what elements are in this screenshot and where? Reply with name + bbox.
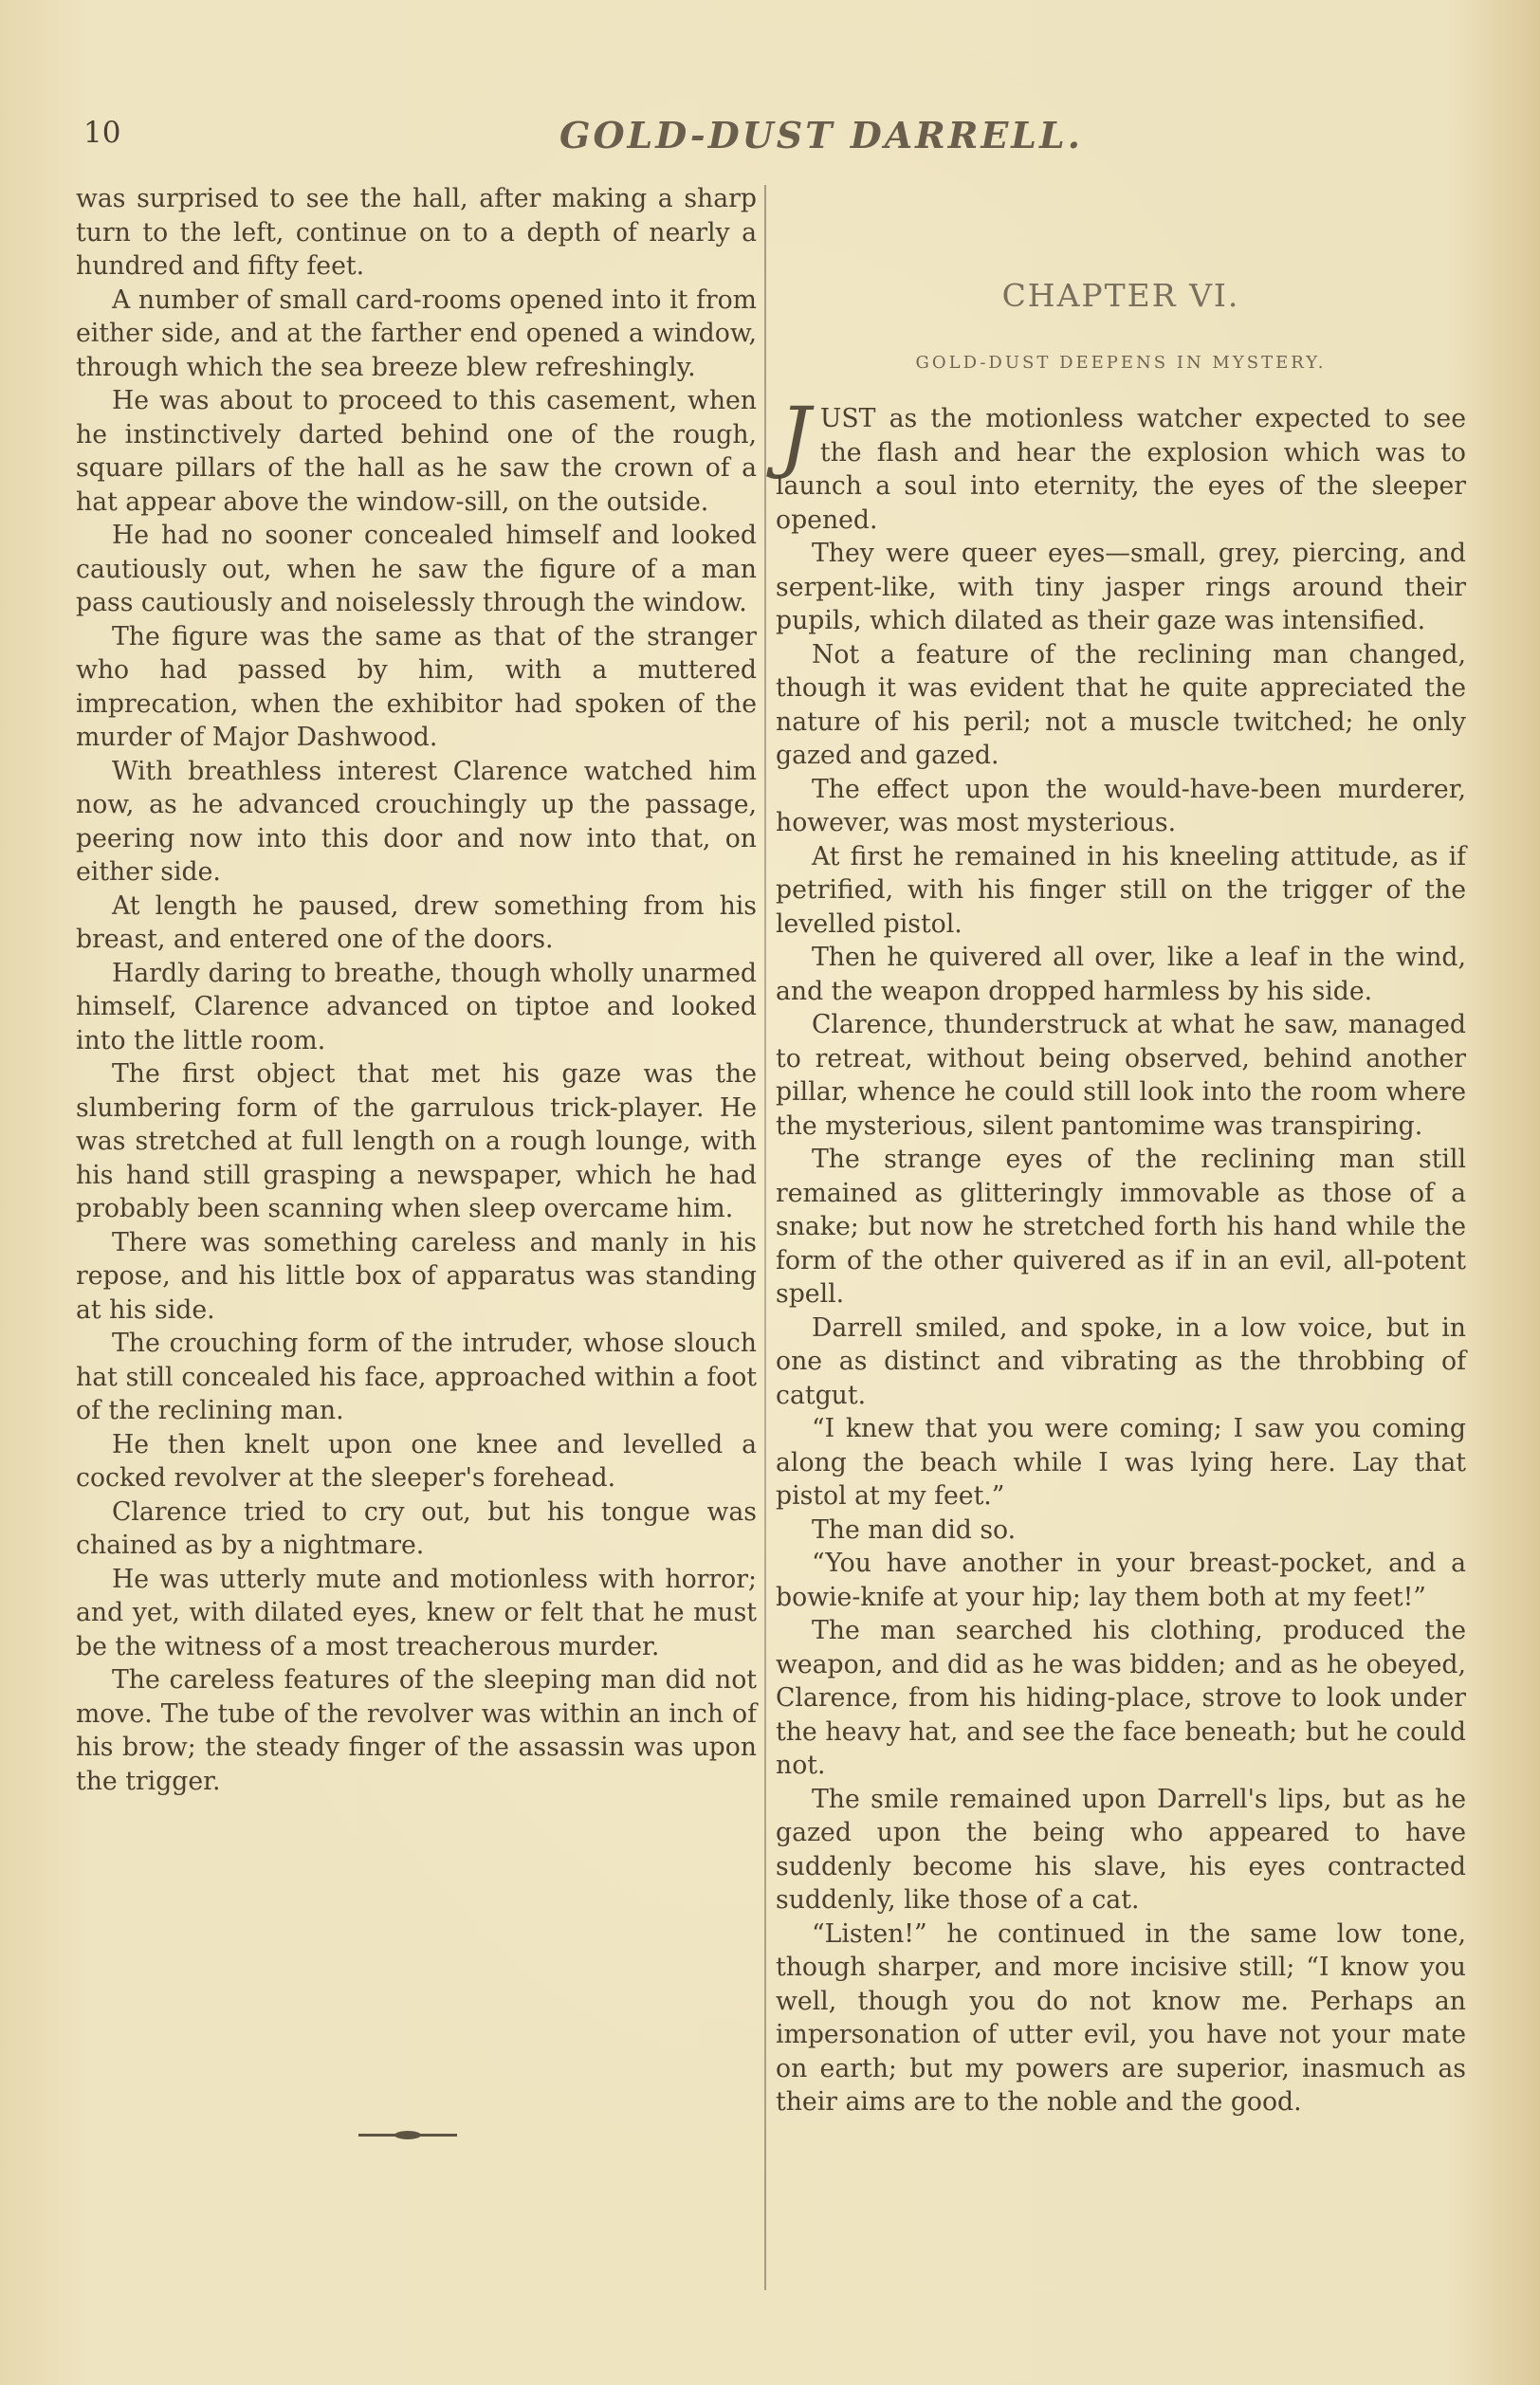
paragraph: The strange eyes of the reclining man still remained as glitteringly immovable as those of a snake; but now he stretched forth his hand while the form of the other quivered as if in an evil, all-potent spell. [776,1145,1466,1309]
paragraph: Clarence tried to cry out, but his tongue was chained as by a nightmare. [76,1496,757,1560]
paragraph: “I knew that you were coming; I saw you coming along the beach while I was lying here. Lay that pistol at my feet.” [776,1414,1466,1511]
paragraph: He was about to proceed to this casement, when he instinctively darted behind one of the rough, square pillars of the hall as he saw the crown of a hat appear above the window-sill, on the outside. [76,386,757,517]
paragraph: “You have another in your breast-pocket, and a bowie-knife at your hip; lay them both at my feet!” [776,1549,1466,1612]
paragraph: He then knelt upon one knee and levelled a cocked revolver at the sleeper's forehead. [76,1429,757,1493]
paragraph: With breathless interest Clarence watched him now, as he advanced crouchingly up the passage, peering now into this door and now into that, on either side. [76,756,757,887]
chapter-subtitle: GOLD-DUST DEEPENS IN MYSTERY. [915,353,1327,373]
paragraph: The crouching form of the intruder, whose slouch hat still concealed his face, approached within a foot of the reclining man. [76,1329,757,1425]
paragraph: A number of small card-rooms opened into it from either side, and at the farther end opened a window, through which the sea breeze blew refreshingly. [76,284,757,382]
paragraph: The man did so. [812,1514,1017,1545]
paragraph: Darrell smiled, and spoke, in a low voice, but in one as distinct and vibrating as the throbbing of catgut. [776,1312,1466,1410]
paragraph: “Listen!” he continued in the same low tone, though sharper, and more incisive still; “I know you well, though you do not know me. Perhaps an impersonation of utter evil, you have not your mate on earth; but my powers are superior, inasmuch as their aims are to the noble and the good. [776,1918,1466,2117]
opening-paragraph [776,392,1466,537]
paragraph: The man searched his clothing, produced the weapon, and did as he was bidden; and as he obeyed, Clarence, from his hiding-place, strove to look under the heavy hat, and see the face beneath; but he could not. [776,1616,1466,1780]
drop-cap: J [779,392,811,482]
paragraph: There was something careless and manly in his repose, and his little box of apparatus was standing at his side. [76,1227,757,1325]
paragraph: Clarence, thunderstruck at what he saw, managed to retreat, without being observed, behind another pillar, whence he could still look into the room where the mysterious, silent pantomime was transpiring. [776,1010,1466,1141]
paragraph: The smile remained upon Darrell's lips, but as he gazed upon the being who appeared to have suddenly become his slave, his eyes contracted suddenly, like those of a cat. [776,1784,1466,1915]
page-number: 10 [83,116,121,150]
paragraph: The first object that met his gaze was the slumbering form of the garrulous trick-player. He was stretched at full length on a rough lounge, with his hand still grasping a newspaper, which he had probably been scanning when sleep overcame him. [76,1059,757,1223]
paragraph: He had no sooner concealed himself and looked cautiously out, when he saw the figure of a man pass cautiously and noiselessly through the window. [76,521,757,617]
paragraph: was surprised to see the hall, after making a sharp turn to the left, continue on to a depth of nearly a hundred and fifty feet. [76,184,757,281]
section-end-ornament [358,2134,457,2137]
chapter-title: CHAPTER VI. [1001,277,1240,314]
paragraph: He was utterly mute and motionless with horror; and yet, with dilated eyes, knew or felt that he must be the witness of a most treacherous murder. [76,1564,757,1661]
paragraph: They were queer eyes—small, grey, piercing, and serpent-like, with tiny jasper rings around their pupils, which dilated as their gaze was intensified. [776,539,1466,635]
paragraph: The effect upon the would-have-been murderer, however, was most mysterious. [776,774,1466,837]
paragraph: At first he remained in his kneeling attitude, as if petrified, with his finger still on the trigger of the levelled pistol. [776,841,1466,939]
paragraph: The careless features of the sleeping man did not move. The tube of the revolver was within an inch of his brow; the steady finger of the assassin was upon the trigger. [76,1665,757,1796]
paragraph: At length he paused, drew something from his breast, and entered one of the doors. [76,890,757,954]
left-column [76,182,757,1798]
right-column [776,180,1466,2119]
paragraph: Then he quivered all over, like a leaf in the wind, and the weapon dropped harmless by his side. [776,943,1466,1006]
column-divider [764,185,766,2290]
opening-text: UST as the motionless watcher expected to see the flash and hear the explosion which was to launch a soul into eternity, the eyes of the sleeper opened. [776,404,1466,535]
running-title: GOLD-DUST DARRELL. [559,114,1083,156]
paragraph: Hardly daring to breathe, though wholly unarmed himself, Clarence advanced on tiptoe and looked into the little room. [76,958,757,1055]
paragraph: Not a feature of the reclining man changed, though it was evident that he quite appreciated the nature of his peril; not a muscle twitched; he only gazed and gazed. [776,639,1466,770]
paragraph: The figure was the same as that of the stranger who had passed by him, with a muttered imprecation, when the exhibitor had spoken of the murder of Major Dashwood. [76,621,757,752]
